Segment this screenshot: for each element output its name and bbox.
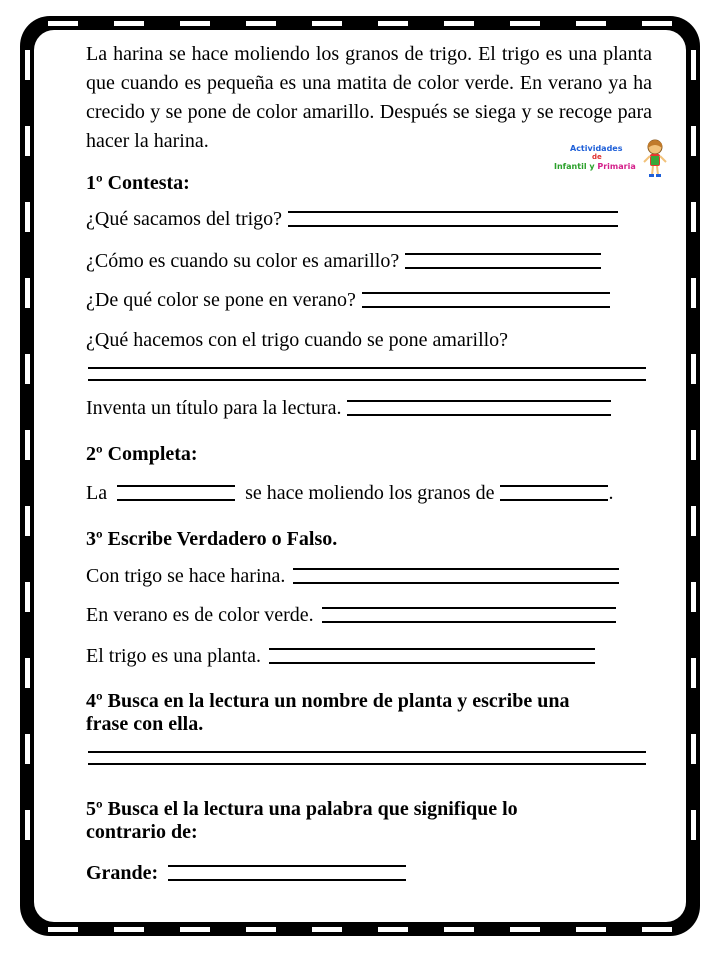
question-5 (86, 397, 611, 420)
answer-3-blank[interactable] (362, 292, 610, 308)
reading-text: La harina se hace moliendo los granos de trigo. El trigo es una planta que cuando es pequeña es una matita de color verde. En verano ya ha crecido y se pone de color amarillo. Después se siega y se recoge para hacer la harina. (86, 43, 652, 152)
question-2 (86, 250, 601, 273)
question-4 (86, 329, 508, 352)
answer-4-blank[interactable] (88, 367, 646, 381)
question-1-text: ¿Qué sacamos del trigo? (86, 208, 283, 230)
opposite-answer-blank[interactable] (168, 865, 406, 881)
answer-5-blank[interactable] (347, 400, 611, 416)
complete-sentence (86, 482, 613, 505)
statement-1 (86, 565, 619, 588)
question-4-text: ¿Qué hacemos con el trigo cuando se pone amarillo? (86, 329, 509, 351)
statement-1-blank[interactable] (293, 568, 619, 584)
complete-blank-1[interactable] (117, 485, 235, 501)
question-3-text: ¿De qué color se pone en verano? (86, 289, 356, 311)
opposite-item (86, 862, 406, 885)
section-5-heading-line-1: 5º Busca el la lectura una palabra que signifique lo (86, 798, 518, 820)
complete-part-2: se hace moliendo los granos de (245, 482, 495, 504)
question-5-text: Inventa un título para la lectura. (86, 397, 342, 419)
answer-1-blank[interactable] (288, 211, 618, 227)
logo-text-3: Infantil y Primaria (554, 162, 636, 171)
statement-2 (86, 604, 616, 627)
question-1 (86, 208, 618, 231)
statement-2-text: En verano es de color verde. (86, 604, 314, 626)
section-4-heading-line-1: 4º Busca en la lectura un nombre de planta y escribe una (86, 690, 570, 712)
statement-1-text: Con trigo se hace harina. (86, 565, 286, 587)
girl-figure-icon (640, 138, 670, 178)
section-4-answer-blank[interactable] (88, 751, 646, 765)
complete-part-1: La (86, 482, 108, 504)
opposite-item-label: Grande: (86, 862, 159, 884)
section-5-heading-line-2: contrario de: (86, 821, 198, 843)
statement-3-blank[interactable] (269, 648, 595, 664)
logo-text-2: de (592, 153, 602, 161)
section-4-heading (86, 690, 569, 736)
section-3-heading: 3º Escribe Verdadero o Falso. (86, 528, 338, 550)
statement-3 (86, 645, 595, 668)
statement-3-text: El trigo es una planta. (86, 645, 261, 667)
statement-2-blank[interactable] (322, 607, 616, 623)
question-3 (86, 289, 610, 312)
section-1-heading: 1º Contesta: (86, 172, 190, 194)
section-4-heading-line-2: frase con ella. (86, 713, 204, 735)
complete-blank-2[interactable] (500, 485, 608, 501)
section-5-heading (86, 798, 518, 844)
answer-2-blank[interactable] (405, 253, 601, 269)
complete-end: . (608, 482, 614, 504)
section-2-heading: 2º Completa: (86, 443, 198, 465)
question-2-text: ¿Cómo es cuando su color es amarillo? (86, 250, 400, 272)
logo-text-1: Actividades (570, 144, 623, 153)
site-logo (552, 138, 672, 180)
